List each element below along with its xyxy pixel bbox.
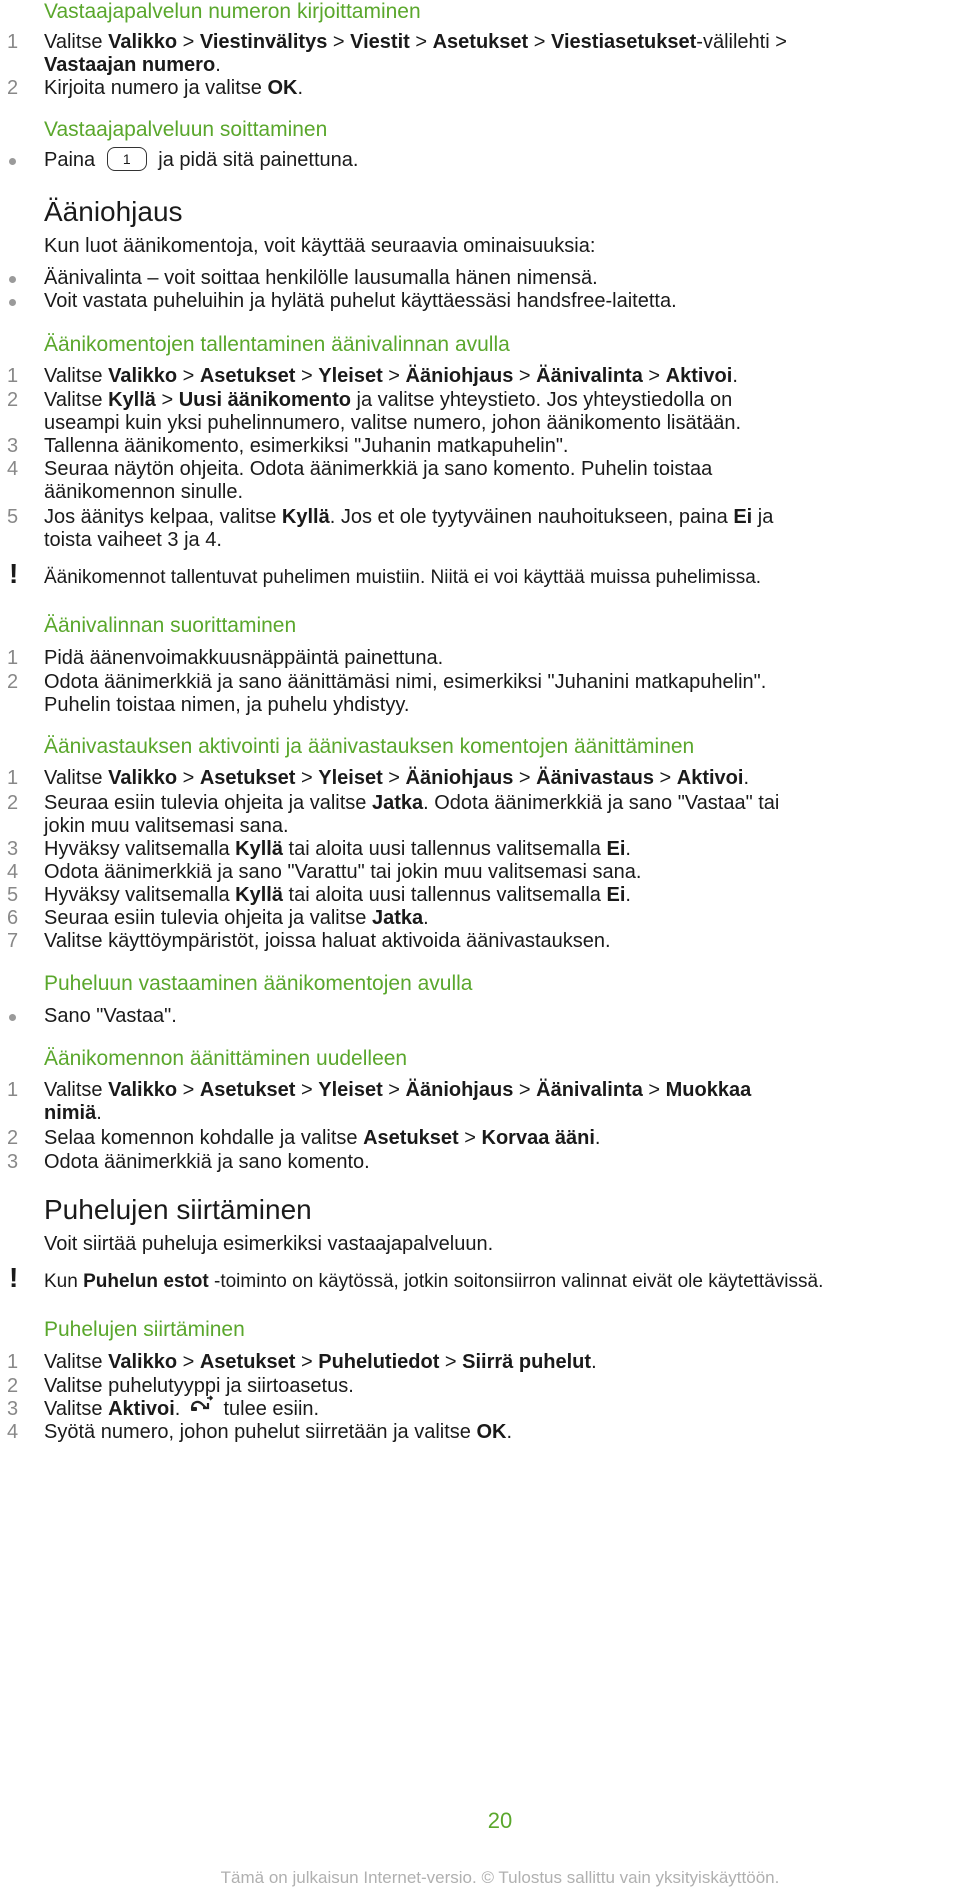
list-item	[0, 287, 960, 315]
step-text: nimiä.	[44, 1102, 102, 1124]
warning-exclamation-icon: !	[9, 558, 19, 589]
step-text: useampi kuin yksi puhelinnumero, valitse numero, johon äänikomento lisätään.	[44, 412, 742, 434]
bullet-text: Sano "Vastaa".	[44, 1005, 177, 1027]
step-number: 1	[7, 1351, 19, 1373]
step-number: 1	[7, 31, 19, 53]
step-text: Hyväksy valitsemalla Kyllä tai aloita uusi tallennus valitsemalla Ei.	[44, 838, 631, 860]
step-text: Odota äänimerkkiä ja sano äänittämäsi nimi, esimerkiksi "Juhanini matkapuhelin".	[44, 671, 767, 693]
step-text: Valitse käyttöympäristöt, joissa haluat aktivoida äänivastauksen.	[44, 930, 611, 952]
section-heading-voice-answer: Äänivastauksen aktivointi ja äänivastauksen komentojen äänittäminen	[44, 735, 695, 758]
step-number: 1	[7, 365, 19, 387]
step-text: Seuraa esiin tulevia ohjeita ja valitse Jatka. Odota äänimerkkiä ja sano "Vastaa" tai	[44, 792, 780, 814]
step-text: jokin muu valitsemasi sana.	[44, 815, 289, 837]
note-text: Äänikomennot tallentuvat puhelimen muistiin. Niitä ei voi käyttää muissa puhelimissa.	[44, 567, 762, 588]
step-number: 3	[7, 1151, 19, 1173]
bullet-icon	[9, 299, 16, 306]
step-text: Vastaajan numero.	[44, 54, 221, 76]
step-number: 2	[7, 671, 19, 693]
step-number: 2	[7, 77, 19, 99]
list-item	[0, 764, 960, 792]
section-heading-answer-by-voice: Puheluun vastaaminen äänikomentojen avulla	[44, 972, 473, 995]
page-number: 20	[487, 1808, 513, 1833]
section-title-call-divert: Puhelujen siirtäminen	[44, 1194, 312, 1225]
step-text: Valitse Valikko > Asetukset > Yleiset > Ääniohjaus > Äänivalinta > Aktivoi.	[44, 365, 738, 387]
section-heading-re-record-command: Äänikomennon äänittäminen uudelleen	[44, 1047, 408, 1070]
list-item	[0, 1418, 960, 1446]
section-heading-voice-dialing: Äänivalinnan suorittaminen	[44, 614, 297, 637]
step-text: Seuraa näytön ohjeita. Odota äänimerkkiä ja sano komento. Puhelin toistaa	[44, 458, 713, 480]
step-text: Hyväksy valitsemalla Kyllä tai aloita uusi tallennus valitsemalla Ei.	[44, 884, 631, 906]
step-text: Tallenna äänikomento, esimerkiksi "Juhanin matkapuhelin".	[44, 435, 569, 457]
list-item	[0, 1002, 960, 1030]
warning-exclamation-icon: !	[9, 1262, 19, 1293]
step-number: 2	[7, 792, 19, 814]
section-heading-record-voice-commands: Äänikomentojen tallentaminen äänivalinnan avulla	[44, 333, 510, 356]
step-number: 1	[7, 647, 19, 669]
step-text: Valitse Aktivoi. tulee esiin.	[44, 1395, 319, 1424]
step-number: 4	[7, 1421, 19, 1443]
step-text: Seuraa esiin tulevia ohjeita ja valitse Jatka.	[44, 907, 429, 929]
step-text: Valitse Kyllä > Uusi äänikomento ja valitse yhteystieto. Jos yhteystiedolla on	[44, 389, 733, 411]
step-number: 6	[7, 907, 19, 929]
intro-text: Voit siirtää puheluja esimerkiksi vastaajapalveluun.	[44, 1233, 494, 1255]
list-item-continued	[0, 1099, 960, 1127]
step-number: 1	[7, 1079, 19, 1101]
bullet-icon	[9, 158, 16, 165]
list-item	[0, 927, 960, 955]
step-text: Jos äänitys kelpaa, valitse Kyllä. Jos et ole tyytyväinen nauhoitukseen, paina Ei ja	[44, 506, 774, 528]
step-number: 2	[7, 389, 19, 411]
bullet-text: Äänivalinta – voit soittaa henkilölle lausumalla hänen nimensä.	[44, 267, 598, 289]
bullet-text: Paina 1 ja pidä sitä painettuna.	[44, 146, 358, 174]
step-text: Valitse Valikko > Asetukset > Yleiset > Ääniohjaus > Äänivastaus > Aktivoi.	[44, 767, 750, 789]
step-text: Kirjoita numero ja valitse OK.	[44, 77, 303, 99]
step-number: 2	[7, 1375, 19, 1397]
intro-text: Kun luot äänikomentoja, voit käyttää seuraavia ominaisuuksia:	[44, 235, 596, 257]
step-number: 7	[7, 930, 19, 952]
section-title-voice-control: Ääniohjaus	[44, 196, 183, 227]
step-number: 2	[7, 1127, 19, 1149]
step-number: 5	[7, 506, 19, 528]
step-number: 3	[7, 435, 19, 457]
list-item-continued	[0, 526, 960, 554]
section-heading-voicemail-number: Vastaajapalvelun numeron kirjoittaminen	[44, 0, 421, 23]
step-number: 4	[7, 861, 19, 883]
footer-notice: Tämä on julkaisun Internet-versio. © Tulostus sallittu vain yksityiskäyttöön.	[220, 1868, 780, 1887]
bullet-icon	[9, 276, 16, 283]
step-text: Selaa komennon kohdalle ja valitse Asetukset > Korvaa ääni.	[44, 1127, 601, 1149]
step-text: Valitse Valikko > Viestinvälitys > Viestit > Asetukset > Viestiasetukset-välilehti >	[44, 31, 787, 53]
step-number: 1	[7, 767, 19, 789]
step-text: Valitse Valikko > Asetukset > Puhelutiedot > Siirrä puhelut.	[44, 1351, 597, 1373]
step-text: Puhelin toistaa nimen, ja puhelu yhdistyy.	[44, 694, 410, 716]
list-item	[0, 146, 960, 174]
step-text: äänikomennon sinulle.	[44, 481, 244, 503]
step-text: Valitse Valikko > Asetukset > Yleiset > Ääniohjaus > Äänivalinta > Muokkaa	[44, 1079, 752, 1101]
step-number: 3	[7, 838, 19, 860]
step-text: Odota äänimerkkiä ja sano "Varattu" tai jokin muu valitsemasi sana.	[44, 861, 642, 883]
list-item-continued	[0, 691, 960, 719]
bullet-text: Voit vastata puheluihin ja hylätä puhelut käyttäessäsi handsfree-laitetta.	[44, 290, 677, 312]
key-1-icon: 1	[107, 147, 147, 171]
section-heading-divert-calls: Puhelujen siirtäminen	[44, 1318, 245, 1341]
step-text: Pidä äänenvoimakkuusnäppäintä painettuna.	[44, 647, 444, 669]
list-item	[0, 1148, 960, 1176]
step-text: toista vaiheet 3 ja 4.	[44, 529, 222, 551]
list-item-continued	[0, 478, 960, 506]
step-text: Odota äänimerkkiä ja sano komento.	[44, 1151, 370, 1173]
bullet-icon	[9, 1014, 16, 1021]
step-number: 3	[7, 1398, 19, 1420]
step-text: Valitse puhelutyyppi ja siirtoasetus.	[44, 1375, 354, 1397]
step-text: Syötä numero, johon puhelut siirretään ja valitse OK.	[44, 1421, 513, 1443]
step-number: 5	[7, 884, 19, 906]
step-number: 4	[7, 458, 19, 480]
section-heading-call-voicemail: Vastaajapalveluun soittaminen	[44, 118, 328, 141]
note-text: Kun Puhelun estot -toiminto on käytössä, jotkin soitonsiirron valinnat eivät ole käytettävissä.	[44, 1271, 824, 1292]
list-item	[0, 74, 960, 102]
